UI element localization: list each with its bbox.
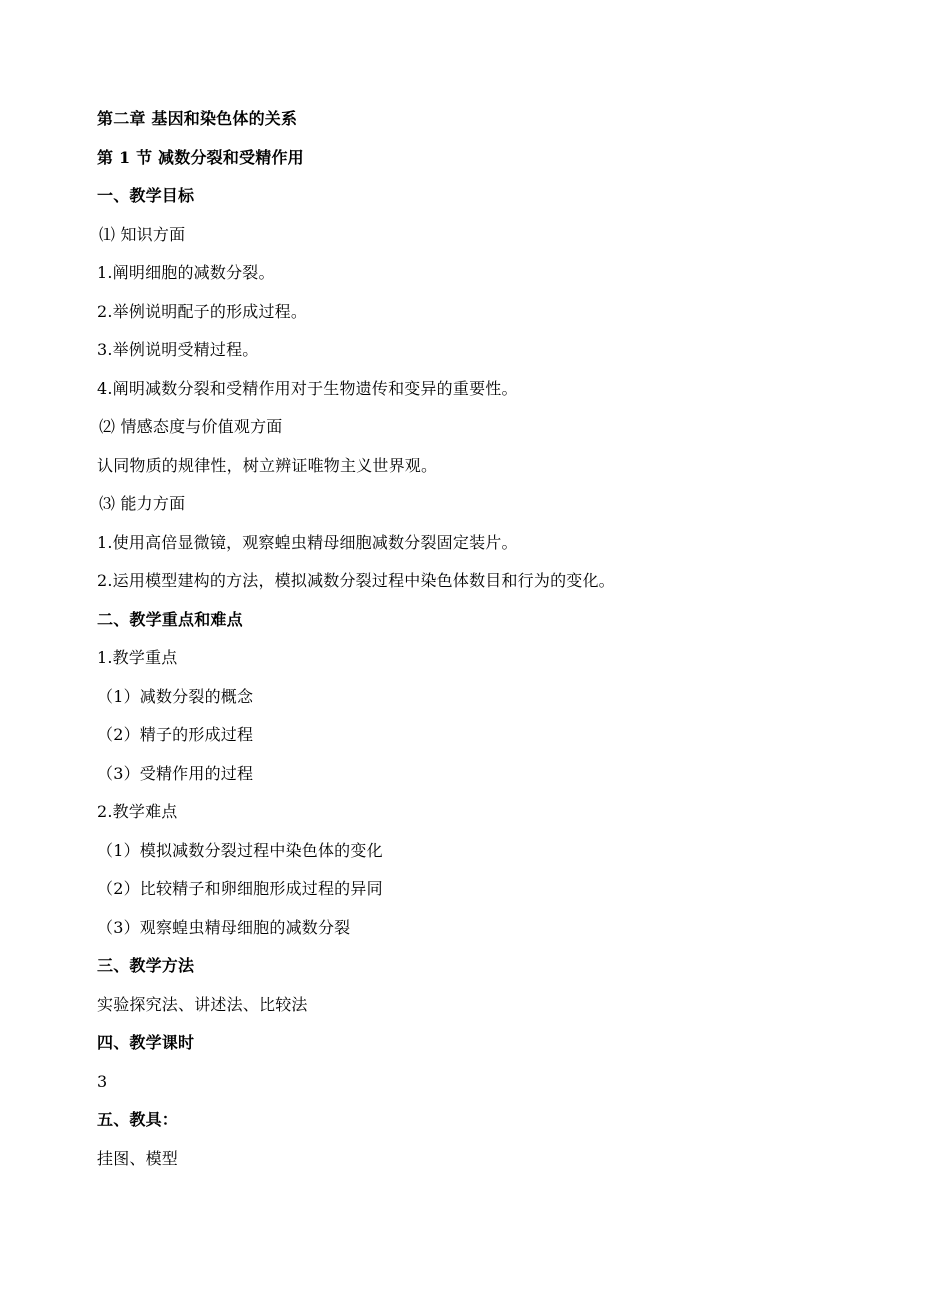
knowledge-item: 2.举例说明配子的形成过程。 (97, 301, 308, 321)
difficulty-item: （1）模拟减数分裂过程中染色体的变化 (97, 840, 383, 860)
tools-heading: 五、教具： (97, 1110, 179, 1129)
ability-heading: ⑶ 能力方面 (99, 494, 186, 513)
chapter-title: 第二章 基因和染色体的关系 (97, 109, 298, 128)
ability-item: 2.运用模型建构的方法，模拟减数分裂过程中染色体数目和行为的变化。 (97, 571, 615, 590)
difficulty-item: （3）观察蝗虫精母细胞的减数分裂 (97, 917, 351, 937)
focus-item: （2）精子的形成过程 (97, 725, 254, 744)
focus-heading: 1.教学重点 (97, 648, 178, 667)
hours-heading: 四、教学课时 (97, 1033, 195, 1052)
difficulty-heading: 2.教学难点 (97, 802, 178, 821)
knowledge-heading: ⑴ 知识方面 (99, 224, 186, 244)
methods-text: 实验探究法、讲述法、比较法 (97, 994, 308, 1014)
hours-text: 3 (97, 1071, 108, 1091)
key-points-heading: 二、教学重点和难点 (97, 609, 243, 629)
focus-item: （3）受精作用的过程 (97, 763, 254, 783)
document-body (97, 105, 857, 1183)
tools-text: 挂图、模型 (97, 1148, 179, 1168)
focus-item: （1）减数分裂的概念 (97, 686, 254, 706)
goals-heading: 一、教学目标 (97, 186, 195, 205)
section-title: 第 1 节 减数分裂和受精作用 (97, 147, 304, 167)
knowledge-item: 1.阐明细胞的减数分裂。 (97, 263, 275, 282)
ability-item: 1.使用高倍显微镜，观察蝗虫精母细胞减数分裂固定装片。 (97, 532, 518, 552)
difficulty-item: （2）比较精子和卵细胞形成过程的异同 (97, 879, 383, 898)
knowledge-item: 3.举例说明受精过程。 (97, 340, 259, 359)
emotion-heading: ⑵ 情感态度与价值观方面 (99, 417, 283, 436)
emotion-text: 认同物质的规律性，树立辨证唯物主义世界观。 (97, 455, 438, 475)
knowledge-item: 4.阐明减数分裂和受精作用对于生物遗传和变异的重要性。 (97, 378, 518, 398)
methods-heading: 三、教学方法 (97, 956, 195, 975)
